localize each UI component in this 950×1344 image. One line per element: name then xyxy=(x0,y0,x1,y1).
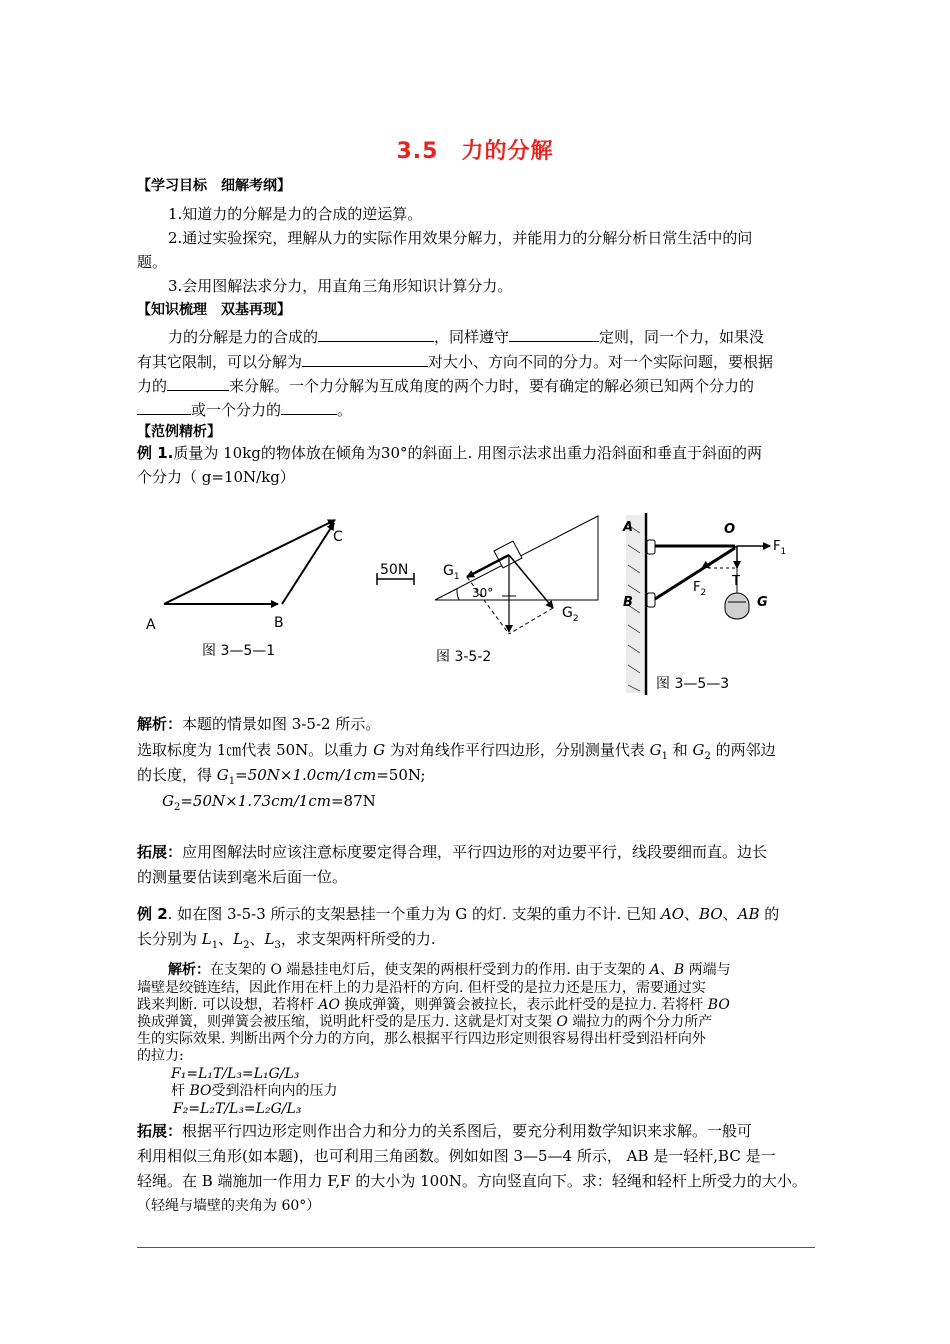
formula-f2 xyxy=(173,1101,853,1118)
symbol-l3: L xyxy=(264,930,275,948)
subscript: 3 xyxy=(274,940,281,951)
text-fragment: 长分别为 xyxy=(137,930,202,948)
symbol-g1: G xyxy=(216,766,229,784)
extension-2-line-1 xyxy=(137,1121,817,1141)
page-title: 3.5 力的分解 xyxy=(396,139,554,164)
text-fragment: 换成弹簧，则弹簧会被压缩，说明此杆受的是压力. 这就是灯对支架 xyxy=(137,1014,557,1030)
text-fragment: 或一个分力的 xyxy=(191,401,282,419)
example-2-line-2 xyxy=(137,929,817,956)
text-fragment: 力的分解是力的合成的 xyxy=(168,328,319,346)
text-fragment: 两端与 xyxy=(684,962,731,978)
answer-2-line-1 xyxy=(168,962,818,979)
text-fragment: 、 xyxy=(684,905,700,923)
knowledge-line-3 xyxy=(137,375,817,396)
scale-label: 50N xyxy=(380,562,409,578)
answer-2-line-2: 墙壁是绞链连结，因此作用在杆上的力是沿杆的方向. 但杆受的是拉力还是压力，需要通过实 xyxy=(137,980,706,996)
text-fragment: 为对角线作平行四边形，分别测量代表 xyxy=(385,741,650,759)
vector-bc xyxy=(282,523,334,604)
answer-1-line-1 xyxy=(137,714,817,734)
text-fragment: 、 xyxy=(722,905,738,923)
answer-2-line-4 xyxy=(137,1014,817,1031)
f2-vector xyxy=(702,546,737,568)
goal-item-2-cont: 题。 xyxy=(137,253,168,271)
subscript: 1 xyxy=(228,776,236,787)
equation: =50N×1.73cm/1cm xyxy=(180,792,331,810)
figure-3-5-1-caption: 图 3—5—1 xyxy=(202,643,276,659)
symbol-ao: AO xyxy=(660,905,685,923)
symbol-l1: L xyxy=(201,930,212,948)
text-fragment: 。 xyxy=(337,401,353,419)
answer-2-line-8 xyxy=(171,1083,851,1100)
example-2-label: 例 2 xyxy=(137,905,168,923)
answer-1-line-4 xyxy=(162,791,842,818)
subscript: 1 xyxy=(211,940,219,951)
text-fragment: 端拉力的两个分力所产 xyxy=(567,1014,713,1030)
subscript: 2 xyxy=(243,940,250,951)
knowledge-line-4 xyxy=(137,399,817,420)
extension-2-label: 拓展： xyxy=(137,1122,183,1140)
text-fragment: ，同样遵守 xyxy=(434,328,510,346)
text-fragment: 的 xyxy=(759,905,780,923)
symbol-g: G xyxy=(373,741,386,759)
g1-label: $G_1$ xyxy=(443,563,460,582)
label-a: A xyxy=(146,617,156,633)
subscript: 2 xyxy=(173,802,181,813)
text-fragment: 、 xyxy=(249,930,265,948)
answer-2-line-5: 生的实际效果. 判断出两个分力的方向，那么根据平行四边形定则很容易得出杆受到沿杆向外 xyxy=(137,1031,706,1047)
text-fragment: 杆 xyxy=(171,1083,190,1099)
text-fragment: 有其它限制，可以分解为 xyxy=(137,353,303,371)
wall-label-b: B xyxy=(623,595,633,610)
examples-heading: 【范例精析】 xyxy=(137,424,221,440)
figure-3-5-2-caption: 图 3-5-2 xyxy=(436,649,492,665)
equation: F₂=L₂T/L₃=L₂G/L₃ xyxy=(173,1101,302,1117)
goal-item-3: 3.会用图解法求分力，用直角三角形知识计算分力。 xyxy=(168,277,513,295)
wall-label-a: A xyxy=(623,520,634,535)
g-label: G xyxy=(757,595,768,610)
text-fragment: =50N; xyxy=(376,766,426,784)
subscript: 1 xyxy=(661,751,668,762)
text-fragment: 的两邻边 xyxy=(710,741,776,759)
goal-item-2: 2.通过实验探究，理解从力的实际作用效果分解力，并能用力的分解分析日常生活中的问 xyxy=(168,229,753,247)
angle-arc xyxy=(457,589,459,600)
equation: =50N×1.0cm/1cm xyxy=(235,766,377,784)
hinge-b xyxy=(647,593,655,607)
formula-f1 xyxy=(171,1066,851,1083)
label-c: C xyxy=(333,529,343,545)
text-fragment: =87N xyxy=(330,792,376,810)
symbol-ao: AO xyxy=(318,997,340,1013)
symbol-ab: AB xyxy=(737,905,760,923)
text-fragment: 力的 xyxy=(137,377,168,395)
text-fragment: 和 xyxy=(667,741,693,759)
knowledge-line-1 xyxy=(168,326,818,347)
symbol-l2: L xyxy=(233,930,244,948)
answer-1-label: 解析： xyxy=(137,715,183,733)
answer-2-line-6: 的拉力: xyxy=(137,1048,184,1064)
text-fragment: 本题的情景如图 3-5-2 所示。 xyxy=(182,715,381,733)
knowledge-line-2 xyxy=(137,351,817,372)
text-fragment: 质量为 10kg的物体放在倾角为30°的斜面上. 用图示法求出重力沿斜面和垂直于斜面的两 xyxy=(173,444,763,462)
subscript: 2 xyxy=(704,751,711,762)
angle-label: 30° xyxy=(472,586,494,600)
lamp xyxy=(725,593,749,619)
figure-3-5-1 xyxy=(146,520,343,659)
label-b: B xyxy=(274,615,284,631)
answer-2-line-3 xyxy=(137,997,817,1014)
example-2-line-1 xyxy=(137,904,817,924)
symbol-o: O xyxy=(556,1014,568,1030)
text-fragment: 定则，同一个力，如果没 xyxy=(599,328,765,346)
g2-label: $G_2$ xyxy=(562,605,579,624)
text-fragment: 受到沿杆向内的压力 xyxy=(211,1083,338,1099)
text-fragment: 的长度，得 xyxy=(137,766,217,784)
fill-blank-3[interactable] xyxy=(302,351,428,367)
figure-3-5-2 xyxy=(377,516,598,665)
fill-blank-4[interactable] xyxy=(167,375,229,391)
symbol-g2: G xyxy=(162,792,174,810)
text-fragment: 根据平行四边形定则作出合力和分力的关系图后，要充分利用数学知识来求解。一般可 xyxy=(182,1122,753,1140)
extension-2-line-4: （轻绳与墙壁的夹角为 60°） xyxy=(137,1198,321,1214)
f2-label: $F_2$ xyxy=(693,580,707,598)
answer-1-line-3 xyxy=(137,765,817,792)
symbol-bo: BO xyxy=(189,1083,212,1099)
extension-2-line-2: 利用相似三角形(如本题)，也可利用三角函数。例如如图 3—5—4 所示， AB 是一轻杆,BC 是一 xyxy=(137,1147,776,1165)
example-1-line-2: 个分力（ g=10N/kg） xyxy=(137,468,295,486)
extension-2-line-3: 轻绳。在 B 端施加一作用力 F,F 的大小为 100N。方向竖直向下。求：轻绳和轻杆上所受力的大小。 xyxy=(137,1172,807,1190)
extension-1-line-1 xyxy=(137,842,817,862)
knowledge-heading: 【知识梳理 双基再现】 xyxy=(137,302,291,318)
answer-2-label: 解析： xyxy=(168,962,210,978)
text-fragment: 换成弹簧，则弹簧会被拉长，表示此杆受的是拉力. 若将杆 xyxy=(339,997,708,1013)
symbol-bo: BO xyxy=(699,905,723,923)
hinge-a xyxy=(647,540,655,554)
fill-blank-5[interactable] xyxy=(137,399,191,415)
figure-3-5-3 xyxy=(622,513,786,695)
learning-goals-heading: 【学习目标 细解考纲】 xyxy=(137,178,291,194)
footer-divider xyxy=(137,1247,815,1248)
symbol-g1: G xyxy=(649,741,662,759)
text-fragment: 对大小、方向不同的分力。对一个实际问题，要根据 xyxy=(428,353,774,371)
text-fragment: 在支架的 O 端悬挂电灯后，使支架的两根杆受到力的作用. 由于支架的 xyxy=(210,962,650,978)
point-o-label: O xyxy=(724,522,736,537)
symbol-a: A xyxy=(649,962,660,978)
text-fragment: 、 xyxy=(218,930,234,948)
text-fragment: 践来判断. 可以设想，若将杆 xyxy=(137,997,319,1013)
answer-1-line-2 xyxy=(137,740,817,767)
dashed-side xyxy=(509,608,553,634)
text-fragment: 选取标度为 1㎝代表 50N。以重力 xyxy=(137,741,374,759)
example-1-line-1 xyxy=(137,443,817,463)
text-fragment: 来分解。一个力分解为互成角度的两个力时，要有确定的解必须已知两个分力的 xyxy=(229,377,755,395)
extension-1-label: 拓展： xyxy=(137,843,183,861)
text-fragment: 应用图解法时应该注意标度要定得合理，平行四边形的对边要平行，线段要细而直。边长 xyxy=(182,843,768,861)
goal-item-1: 1.知道力的分解是力的合成的逆运算。 xyxy=(168,205,423,223)
t-label: T xyxy=(732,574,740,589)
text-fragment: ，求支架两杆所受的力. xyxy=(280,930,436,948)
text-fragment: . 如在图 3-5-3 所示的支架悬挂一个重力为 G 的灯. 支架的重力不计. 已知 xyxy=(167,905,661,923)
text-fragment: 、 xyxy=(659,962,674,978)
symbol-b: B xyxy=(673,962,685,978)
figure-3-5-3-caption: 图 3—5—3 xyxy=(656,676,730,692)
equation: F₁=L₁T/L₃=L₁G/L₃ xyxy=(171,1066,300,1082)
fill-blank-1[interactable] xyxy=(318,326,434,342)
example-1-label: 例 1. xyxy=(137,444,174,462)
f1-label: $F_1$ xyxy=(773,539,787,557)
symbol-g2: G xyxy=(692,741,705,759)
extension-1-line-2: 的测量要估读到毫米后面一位。 xyxy=(137,868,348,886)
fill-blank-2[interactable] xyxy=(509,326,599,342)
figures-row xyxy=(130,505,820,705)
symbol-bo: BO xyxy=(707,997,730,1013)
fill-blank-6[interactable] xyxy=(281,399,337,415)
